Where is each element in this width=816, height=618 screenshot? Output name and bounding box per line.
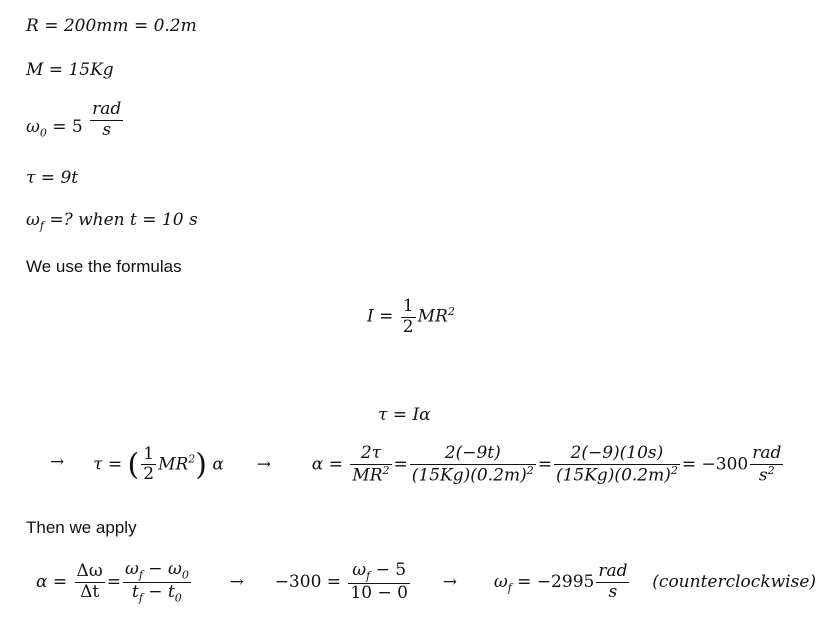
given-radius: R = 200mm = 0.2m — [26, 16, 197, 36]
arrow-3: → — [229, 572, 244, 593]
omega0-lhs: $\omega_0 = 5$ — [26, 116, 83, 139]
arrow-4: → — [442, 572, 457, 593]
given-torque: τ = 9t — [26, 168, 79, 188]
final-omega-derivation: α = $\frac{\Delta\omega}{\Delta t}$ = $\frac{\omega_f - \omega_0}{t_f - t_0}$ → −300 = $\frac{\omega_f - 5}{10 - 0}$ → $\omega_f = -2995$ $\frac{\text{rad}}{s}$ (counterclockwise) — [36, 559, 816, 605]
given-mass: M = 15Kg — [26, 60, 114, 80]
rad-per-s-fraction: $\frac{\text{rad}}{s}$ — [92, 99, 122, 140]
arrow-1: → — [50, 452, 65, 473]
torque-formula: τ = Iα — [378, 405, 431, 425]
then-apply-text: Then we apply — [26, 518, 137, 537]
use-formulas-text: We use the formulas — [26, 257, 182, 276]
alpha-derivation: → τ = ( $\frac{1}{2}$ $MR^2$) α → α = $\frac{2\tau}{MR^2}$ = $\frac{2(-9t)}{(15Kg)(0.2m)^2}$ = $\frac{2(-9)(10s)}{(15Kg)(0.2m)^2}$ = −300 $\frac{\text{rad}}{s^2}$ — [50, 443, 782, 486]
moment-of-inertia-formula: I = $\frac{1}{2}$ $MR^2$ — [367, 296, 455, 337]
given-omega-final: $\omega_f$ =? when t = 10 s — [26, 210, 198, 233]
given-omega0 — [26, 100, 125, 140]
arrow-2: → — [256, 454, 271, 475]
counterclockwise-note: (counterclockwise) — [652, 572, 816, 593]
